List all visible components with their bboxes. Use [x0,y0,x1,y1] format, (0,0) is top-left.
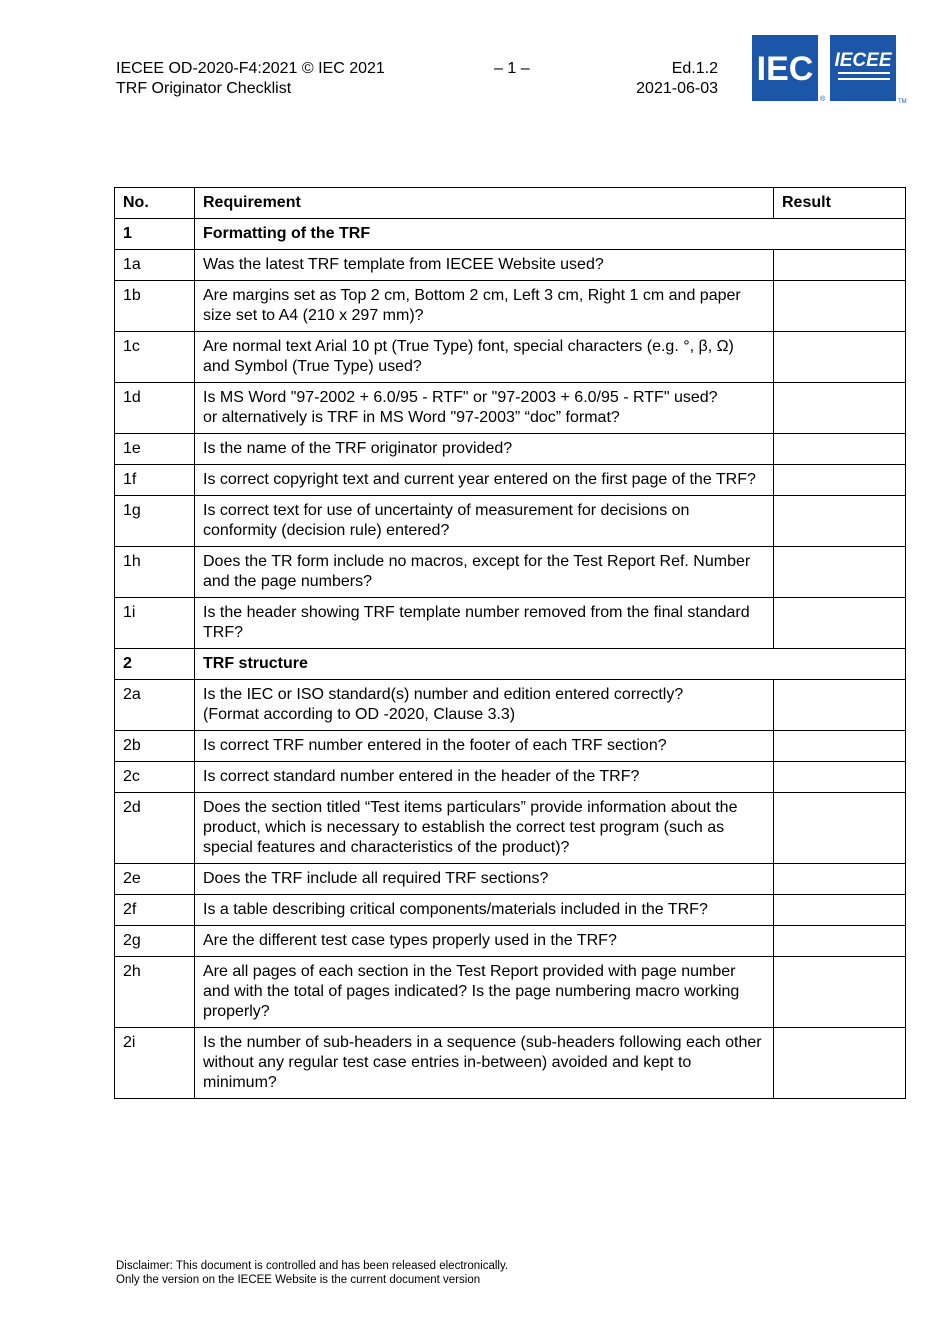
requirement-text: Is the IEC or ISO standard(s) number and edition entered correctly? (Format according to OD -2020, Clause 3.3) [195,680,774,731]
item-number: 2i [115,1028,195,1099]
item-number: 1g [115,496,195,547]
result-cell[interactable] [774,926,906,957]
result-cell[interactable] [774,762,906,793]
table-row [115,895,906,926]
document-id: IECEE OD-2020-F4:2021 © IEC 2021 [116,60,385,77]
requirement-text: Does the TR form include no macros, except for the Test Report Ref. Number and the page numbers? [195,547,774,598]
disclaimer [116,1259,508,1287]
requirement-text: Are all pages of each section in the Test Report provided with page number and with the total of pages indicated? Is the page numbering macro working properly? [195,957,774,1028]
result-cell[interactable] [774,680,906,731]
result-cell[interactable] [774,281,906,332]
result-cell[interactable] [774,332,906,383]
table-header-row [115,188,906,219]
section-row [115,649,906,680]
item-number: 2f [115,895,195,926]
table-row [115,762,906,793]
section-row [115,219,906,250]
requirement-text: Is correct copyright text and current year entered on the first page of the TRF? [195,465,774,496]
requirement-text: Was the latest TRF template from IECEE Website used? [195,250,774,281]
table-row [115,680,906,731]
result-cell[interactable] [774,465,906,496]
table-row [115,957,906,1028]
item-number: 1d [115,383,195,434]
requirement-text: Is a table describing critical components/materials included in the TRF? [195,895,774,926]
col-header-no: No. [115,188,195,219]
iec-iecee-logo [752,33,912,105]
requirement-text: Is correct text for use of uncertainty of measurement for decisions on conformity (decision rule) entered? [195,496,774,547]
table-row [115,1028,906,1099]
table-row [115,465,906,496]
item-number: 2c [115,762,195,793]
requirement-text: Is the name of the TRF originator provided? [195,434,774,465]
table-row [115,793,906,864]
result-cell[interactable] [774,547,906,598]
document-title: TRF Originator Checklist [116,80,292,97]
col-header-requirement: Requirement [195,188,774,219]
result-cell[interactable] [774,598,906,649]
item-number: 1b [115,281,195,332]
requirements-table [114,187,906,1099]
result-cell[interactable] [774,957,906,1028]
table-row [115,281,906,332]
table-row [115,383,906,434]
requirement-text: Does the TRF include all required TRF sections? [195,864,774,895]
item-number: 2g [115,926,195,957]
iec-logo-text: IEC [756,50,814,88]
requirement-text: Is the number of sub-headers in a sequence (sub-headers following each other without any regular test case entries in-between) avoided and kept to minimum? [195,1028,774,1099]
section-title: Formatting of the TRF [195,219,906,250]
requirement-text: Is correct TRF number entered in the footer of each TRF section? [195,731,774,762]
item-number: 1c [115,332,195,383]
disclaimer-line-2: Only the version on the IECEE Website is the current document version [116,1274,481,1286]
table-row [115,434,906,465]
requirement-text: Is correct standard number entered in the header of the TRF? [195,762,774,793]
item-number: 1e [115,434,195,465]
item-number: 2b [115,731,195,762]
result-cell[interactable] [774,731,906,762]
registered-mark: ® [820,96,826,103]
page-number: – 1 – [494,60,530,77]
iecee-logo-text: IECEE [834,50,892,71]
table-row [115,731,906,762]
item-number: 1h [115,547,195,598]
item-number: 1i [115,598,195,649]
table-row [115,864,906,895]
requirement-text: Is the header showing TRF template number removed from the final standard TRF? [195,598,774,649]
result-cell[interactable] [774,1028,906,1099]
requirement-text: Does the section titled “Test items particulars” provide information about the product, which is necessary to establish the correct test program (such as special features and characteristics of the product)? [195,793,774,864]
section-title: TRF structure [195,649,906,680]
item-number: 1f [115,465,195,496]
table-row [115,926,906,957]
result-cell[interactable] [774,864,906,895]
item-number: 2d [115,793,195,864]
result-cell[interactable] [774,434,906,465]
result-cell[interactable] [774,383,906,434]
document-date: 2021-06-03 [636,80,718,97]
table-row [115,332,906,383]
item-number: 2h [115,957,195,1028]
requirement-text: Are normal text Arial 10 pt (True Type) font, special characters (e.g. °, β, Ω) and Symbol (True Type) used? [195,332,774,383]
trademark-mark: TM [898,99,907,105]
col-header-result: Result [774,188,906,219]
table-row [115,250,906,281]
item-number: 2e [115,864,195,895]
section-number: 2 [115,649,195,680]
section-number: 1 [115,219,195,250]
result-cell[interactable] [774,496,906,547]
header-left [116,59,385,99]
result-cell[interactable] [774,793,906,864]
requirement-text: Is MS Word "97-2002 + 6.0/95 - RTF" or "97-2003 + 6.0/95 - RTF" used? or alternatively is TRF in MS Word "97-2003” “doc” format? [195,383,774,434]
item-number: 1a [115,250,195,281]
edition: Ed.1.2 [671,60,718,77]
requirement-text: Are margins set as Top 2 cm, Bottom 2 cm, Left 3 cm, Right 1 cm and paper size set to A4 (210 x 297 mm)? [195,281,774,332]
header-right [628,59,718,99]
result-cell[interactable] [774,250,906,281]
table-row [115,547,906,598]
table-row [115,598,906,649]
item-number: 2a [115,680,195,731]
requirement-text: Are the different test case types properly used in the TRF? [195,926,774,957]
table-row [115,496,906,547]
result-cell[interactable] [774,895,906,926]
disclaimer-line-1: Disclaimer: This document is controlled and has been released electronically. [116,1260,509,1272]
